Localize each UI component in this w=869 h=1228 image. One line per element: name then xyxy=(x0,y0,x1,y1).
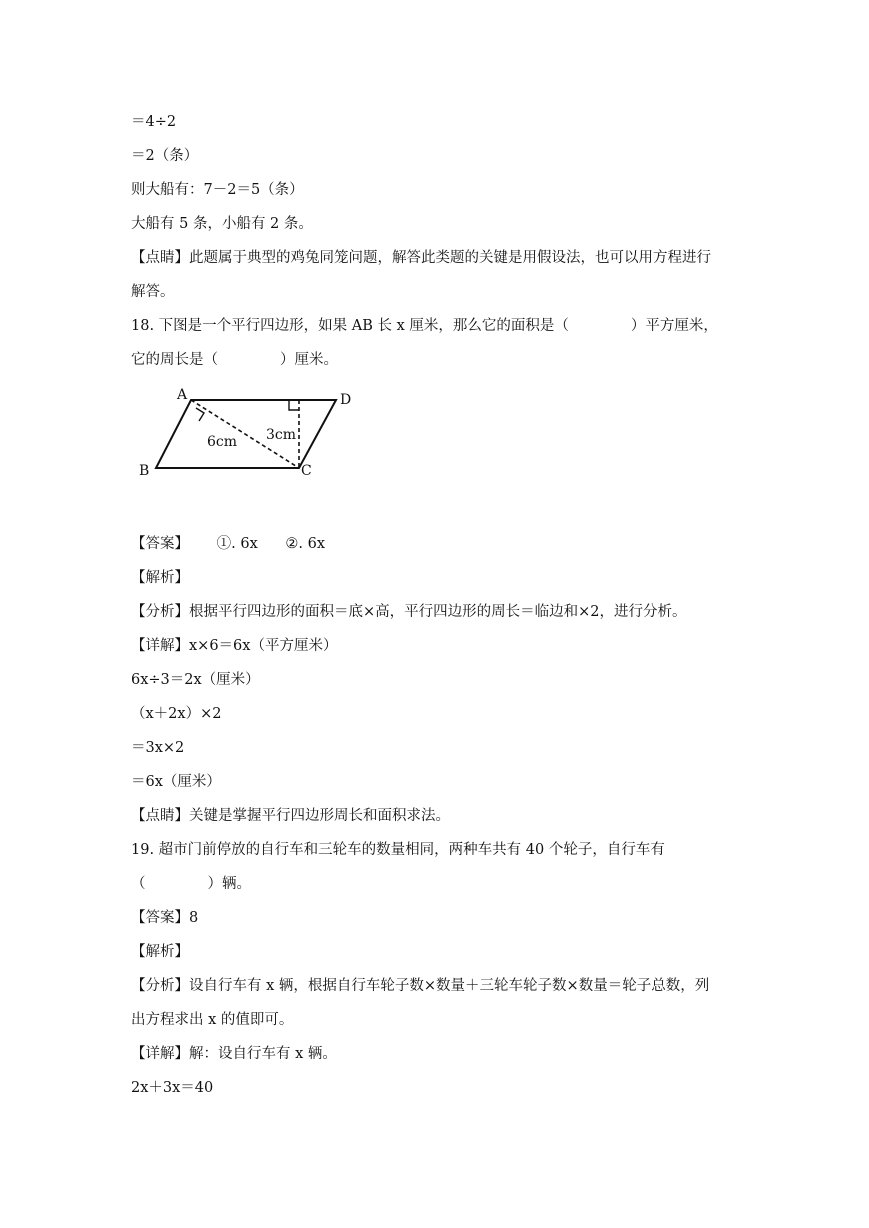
vertex-label-c: C xyxy=(301,463,312,479)
step-line: ＝6x（厘米） xyxy=(131,774,221,790)
fenxi-line: 【分析】设自行车有 x 辆，根据自行车轮子数×数量＋三轮车轮子数×数量＝轮子总数，列 xyxy=(131,978,710,994)
dianjing-note: 【点睛】此题属于典型的鸡兔同笼问题，解答此类题的关键是用假设法，也可以用方程进行 xyxy=(131,250,711,266)
question-19-text-b: ）辆。 xyxy=(207,876,251,892)
vertex-label-a: A xyxy=(177,387,188,403)
question-18-line-1 xyxy=(131,316,718,336)
length-label-6cm: 6cm xyxy=(207,434,238,450)
dianjing-note: 【点睛】关键是掌握平行四边形周长和面积求法。 xyxy=(131,808,450,824)
jiexi-heading: 【解析】 xyxy=(131,944,189,960)
question-19-text-a: （ xyxy=(131,876,146,892)
question-19-line-1: 19. 超市门前停放的自行车和三轮车的数量相同，两种车共有 40 个轮子，自行车有 xyxy=(131,842,665,858)
right-angle-mark-a xyxy=(196,408,204,421)
question-18-line-2 xyxy=(131,350,338,370)
step-line: ＝3x×2 xyxy=(131,740,185,756)
equation-line: 则大船有：7－2＝5（条） xyxy=(131,182,304,198)
fenxi-line-continued: 出方程求出 x 的值即可。 xyxy=(131,1012,294,1028)
vertex-label-b: B xyxy=(139,463,150,479)
vertex-label-d: D xyxy=(340,392,352,408)
question-19-line-2 xyxy=(131,874,251,894)
conclusion-line: 大船有 5 条，小船有 2 条。 xyxy=(131,216,313,232)
question-18-text-c: 它的周长是（ xyxy=(131,352,218,368)
right-angle-mark-top xyxy=(289,400,299,410)
parallelogram-figure xyxy=(131,380,371,490)
question-18-text-b: ）平方厘米， xyxy=(630,318,718,334)
dianjing-note-continued: 解答。 xyxy=(131,284,175,300)
equation-line: ＝4÷2 xyxy=(131,114,177,130)
question-18-text-d: ）厘米。 xyxy=(280,352,338,368)
answer-line: 【答案】 ①. 6x ②. 6x xyxy=(131,536,326,552)
equation-line: 2x＋3x＝40 xyxy=(131,1080,214,1096)
answer-line: 【答案】8 xyxy=(131,910,199,926)
equation-line: ＝2（条） xyxy=(131,148,199,164)
step-line: （x＋2x）×2 xyxy=(131,706,222,722)
xiangjie-line: 【详解】x×6＝6x（平方厘米） xyxy=(131,638,338,654)
jiexi-heading: 【解析】 xyxy=(131,570,189,586)
xiangjie-line: 【详解】解：设自行车有 x 辆。 xyxy=(131,1046,337,1062)
length-label-3cm: 3cm xyxy=(266,427,297,443)
step-line: 6x÷3＝2x（厘米） xyxy=(131,672,260,688)
fenxi-line: 【分析】根据平行四边形的面积＝底×高，平行四边形的周长＝临边和×2，进行分析。 xyxy=(131,604,687,620)
question-18-text-a: 18. 下图是一个平行四边形，如果 AB 长 x 厘米，那么它的面积是（ xyxy=(131,318,569,334)
